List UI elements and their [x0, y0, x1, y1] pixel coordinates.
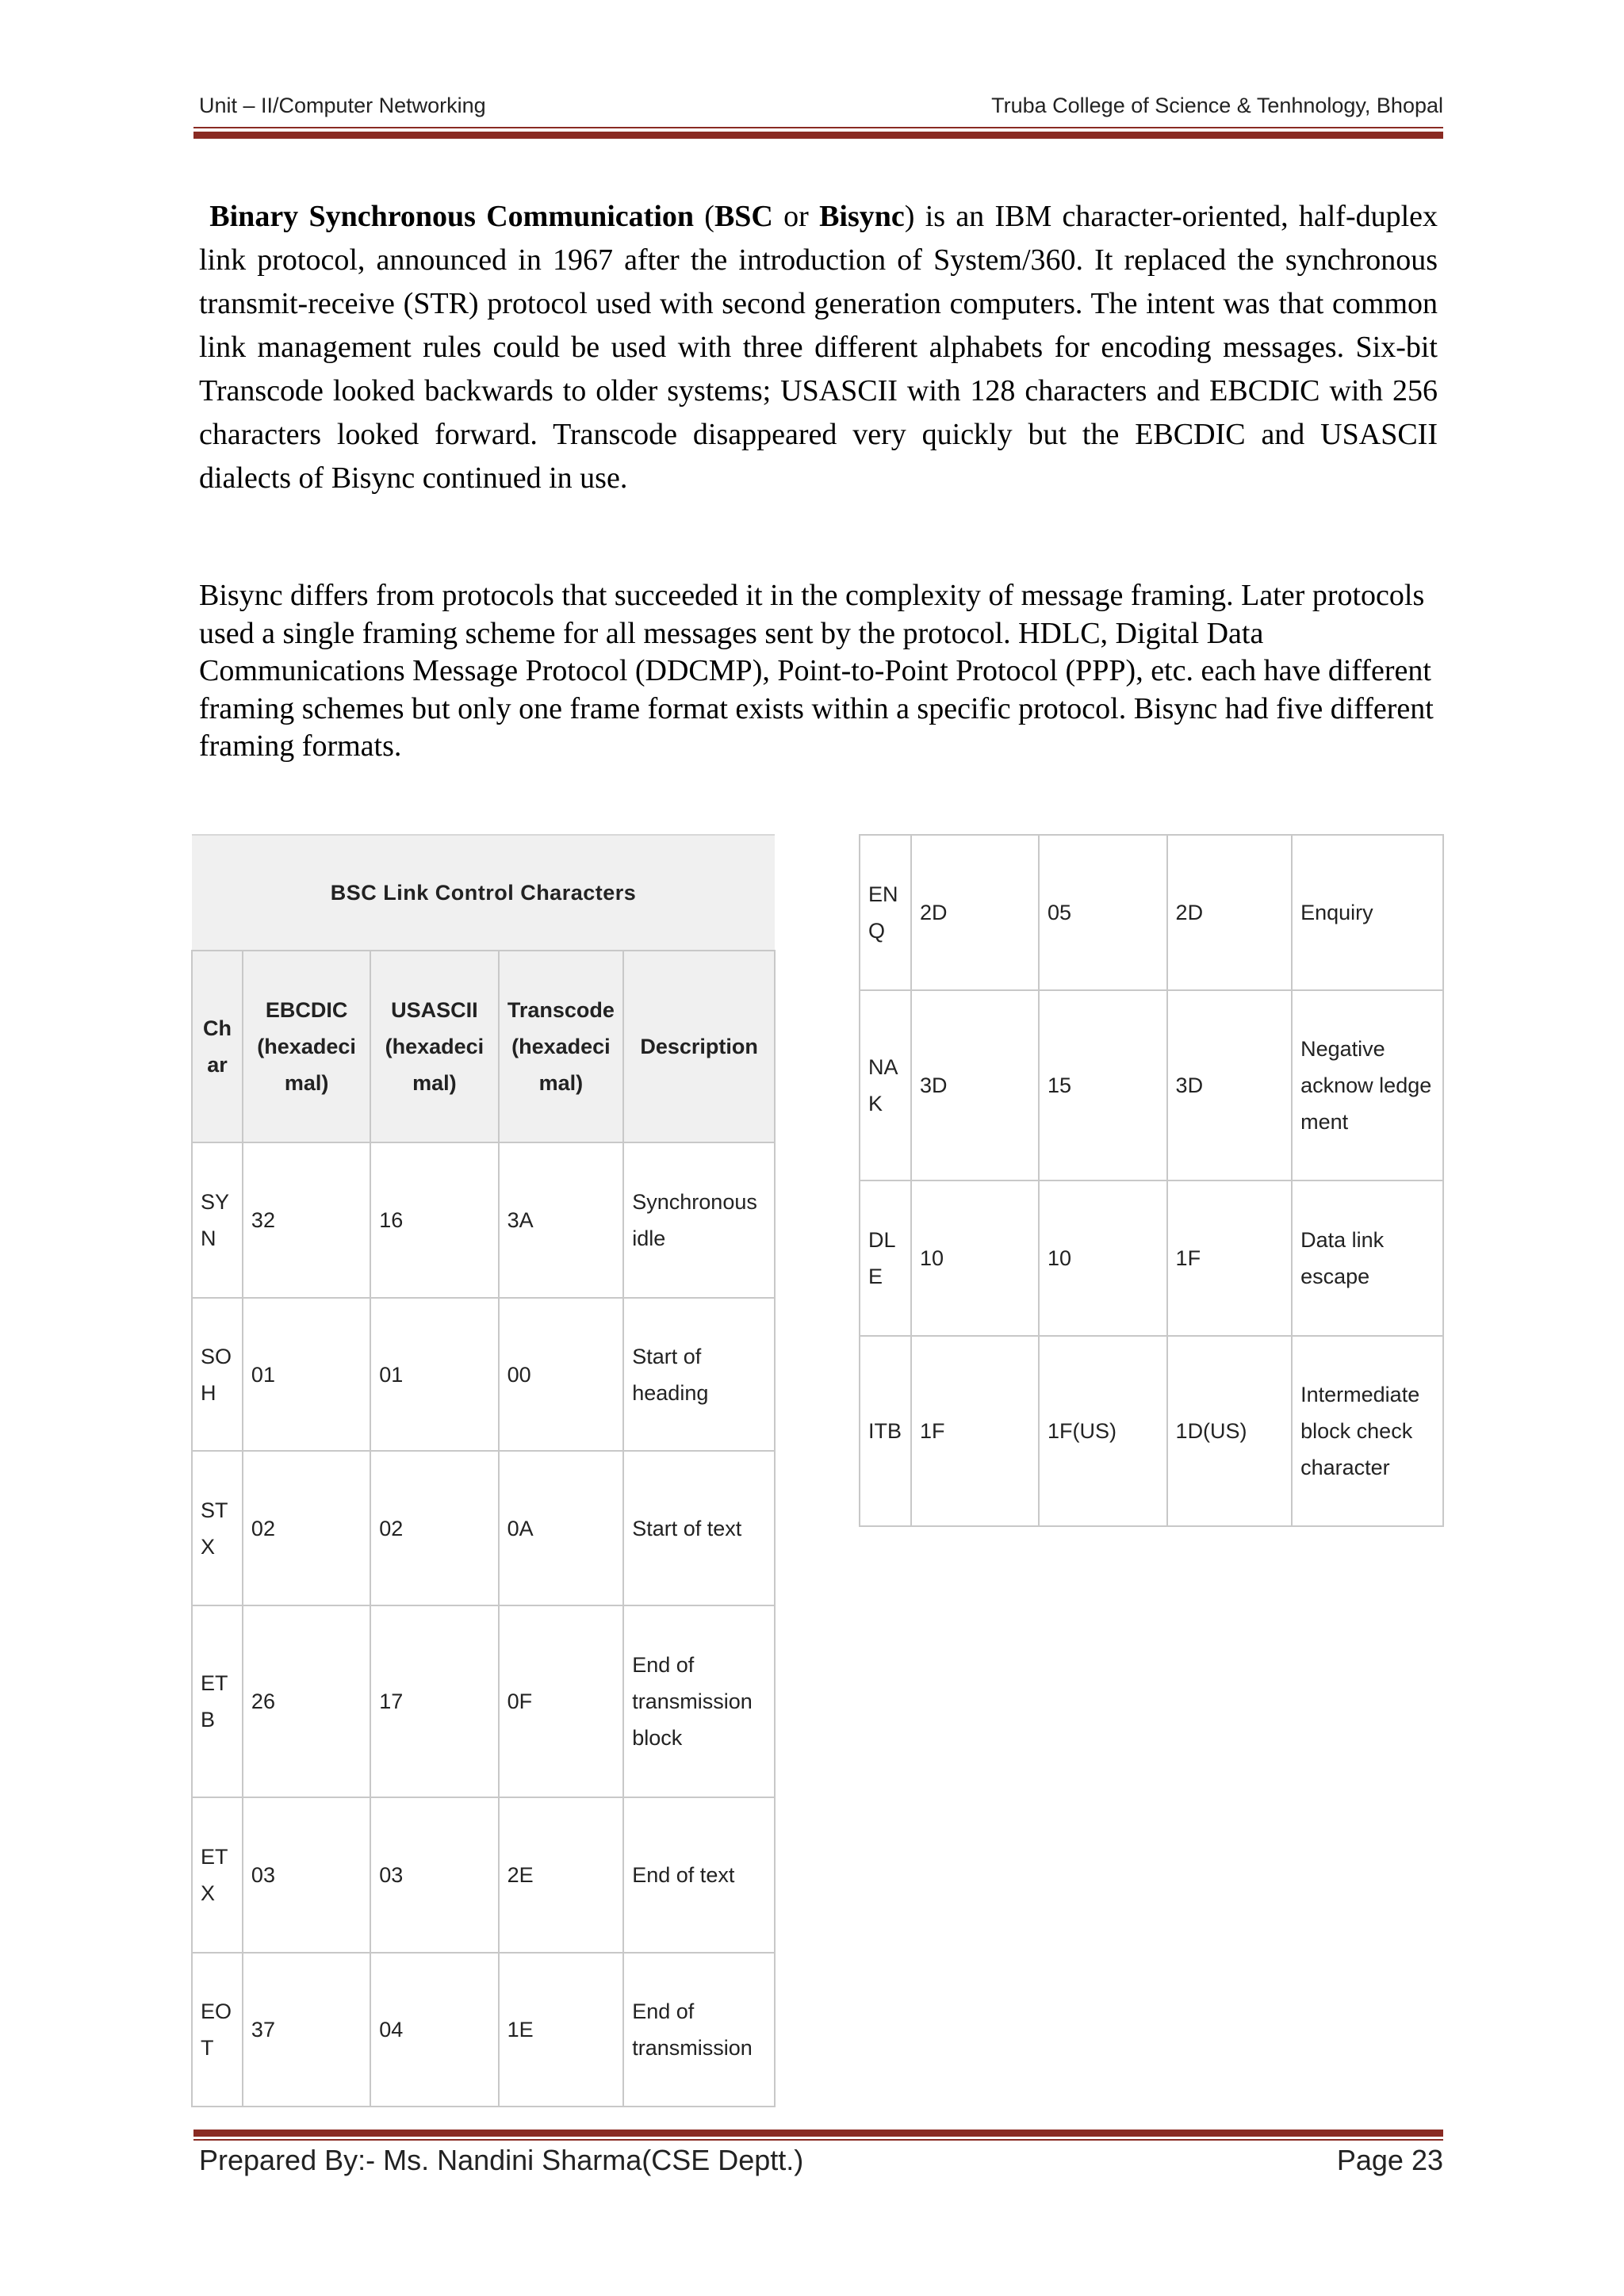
cell-ebcdic: 3D: [911, 990, 1039, 1181]
cell-ebcdic: 32: [243, 1142, 370, 1298]
paragraph-text: or: [772, 200, 820, 233]
cell-usascii: 04: [370, 1953, 498, 2107]
cell-usascii: 03: [370, 1797, 498, 1953]
cell-description: End of text: [623, 1797, 775, 1953]
paragraph-text: (: [694, 200, 714, 233]
cell-description: End of transmission: [623, 1953, 775, 2107]
cell-description: Synchronous idle: [623, 1142, 775, 1298]
cell-ebcdic: 10: [911, 1181, 1039, 1336]
cell-transcode: 1D(US): [1167, 1336, 1293, 1526]
cell-description: Data link escape: [1292, 1181, 1443, 1336]
cell-ebcdic: 37: [243, 1953, 370, 2107]
table-caption: BSC Link Control Characters: [192, 835, 775, 951]
paragraph-text: ) is an IBM character-oriented, half-duplex link protocol, announced in 1967 after the introduction of System/360. It replaced the synchronous transmit-receive (STR) protocol used with second generation computers. The intent was that common link management rules could be used with three different alphabets for encoding messages. Six-bit Transcode looked backwards to older systems; USASCII with 128 characters and EBCDIC with 256 characters looked forward. Transcode disappeared very quickly but the EBCDIC and USASCII dialects of Bisync continued in use.: [199, 200, 1438, 495]
cell-transcode: 3A: [499, 1142, 624, 1298]
cell-transcode: 0F: [499, 1605, 624, 1797]
paragraph-bsc-intro: [199, 195, 1438, 500]
cell-description: Intermediate block check character: [1292, 1336, 1443, 1526]
cell-transcode: 0A: [499, 1451, 624, 1605]
table-row: [860, 1336, 1443, 1526]
col-header-ebcdic: EBCDIC (hexadeci mal): [243, 951, 370, 1142]
col-header-usascii: USASCII (hexadeci mal): [370, 951, 498, 1142]
cell-usascii: 01: [370, 1298, 498, 1451]
cell-usascii: 16: [370, 1142, 498, 1298]
cell-usascii: 15: [1039, 990, 1167, 1181]
footer-rule-thin: [193, 2139, 1443, 2141]
footer-left: Prepared By:- Ms. Nandini Sharma(CSE Deptt.): [199, 2144, 804, 2176]
table-row: [192, 1298, 775, 1451]
table-row: [192, 1797, 775, 1953]
cell-usascii: 05: [1039, 835, 1167, 990]
header-rule-thick: [193, 132, 1443, 139]
paragraph-framing: Bisync differs from protocols that succeeded it in the complexity of message framing. Later protocols used a single framing scheme for all messages sent by the protocol. HDLC, Digital Data Communications Message Protocol (DDCMP), Point-to-Point Protocol (PPP), etc. each have different framing schemes but only one frame format exists within a specific protocol. Bisync had five different framing formats.: [199, 579, 1434, 763]
cell-char: DL E: [860, 1181, 911, 1336]
cell-ebcdic: 03: [243, 1797, 370, 1953]
cell-char: EO T: [192, 1953, 243, 2107]
cell-char: ET B: [192, 1605, 243, 1797]
term-bisync: Bisync: [819, 200, 905, 233]
cell-transcode: 00: [499, 1298, 624, 1451]
cell-transcode: 1E: [499, 1953, 624, 2107]
cell-usascii: 10: [1039, 1181, 1167, 1336]
cell-transcode: 2D: [1167, 835, 1293, 990]
cell-char: SY N: [192, 1142, 243, 1298]
cell-description: Start of heading: [623, 1298, 775, 1451]
cell-ebcdic: 02: [243, 1451, 370, 1605]
table-row: [860, 835, 1443, 990]
header-right: Truba College of Science & Tenhnology, Bhopal: [991, 94, 1443, 117]
cell-char: ST X: [192, 1451, 243, 1605]
cell-transcode: 1F: [1167, 1181, 1293, 1336]
cell-description: Start of text: [623, 1451, 775, 1605]
cell-usascii: 02: [370, 1451, 498, 1605]
cell-transcode: 3D: [1167, 990, 1293, 1181]
cell-usascii: 1F(US): [1039, 1336, 1167, 1526]
cell-description: Enquiry: [1292, 835, 1443, 990]
table-header-row: [192, 951, 775, 1142]
cell-char: NA K: [860, 990, 911, 1181]
term-bsc: BSC: [714, 200, 773, 233]
term-binary-synchronous-communication: Binary Synchronous Communication: [209, 200, 695, 233]
cell-description: End of transmission block: [623, 1605, 775, 1797]
footer-page-number: Page 23: [1336, 2144, 1443, 2176]
bsc-control-chars-table-right: [859, 834, 1444, 1527]
bsc-control-chars-table-left: [191, 834, 776, 2107]
footer-rule-thick: [193, 2130, 1443, 2137]
header-rule-thin: [193, 127, 1443, 128]
cell-ebcdic: 2D: [911, 835, 1039, 990]
table-row: [192, 1953, 775, 2107]
col-header-transcode: Transcode (hexadeci mal): [499, 951, 624, 1142]
cell-usascii: 17: [370, 1605, 498, 1797]
col-header-description: Description: [623, 951, 775, 1142]
cell-description: Negative acknow ledge ment: [1292, 990, 1443, 1181]
table-row: [192, 1605, 775, 1797]
table-row: [860, 990, 1443, 1181]
cell-ebcdic: 01: [243, 1298, 370, 1451]
header-left: Unit – II/Computer Networking: [199, 94, 486, 117]
table-row: [192, 1142, 775, 1298]
cell-ebcdic: 26: [243, 1605, 370, 1797]
cell-char: SO H: [192, 1298, 243, 1451]
cell-transcode: 2E: [499, 1797, 624, 1953]
table-row: [192, 1451, 775, 1605]
cell-char: ITB: [860, 1336, 911, 1526]
cell-char: ET X: [192, 1797, 243, 1953]
cell-ebcdic: 1F: [911, 1336, 1039, 1526]
col-header-char: Ch ar: [192, 951, 243, 1142]
table-row: [860, 1181, 1443, 1336]
cell-char: EN Q: [860, 835, 911, 990]
